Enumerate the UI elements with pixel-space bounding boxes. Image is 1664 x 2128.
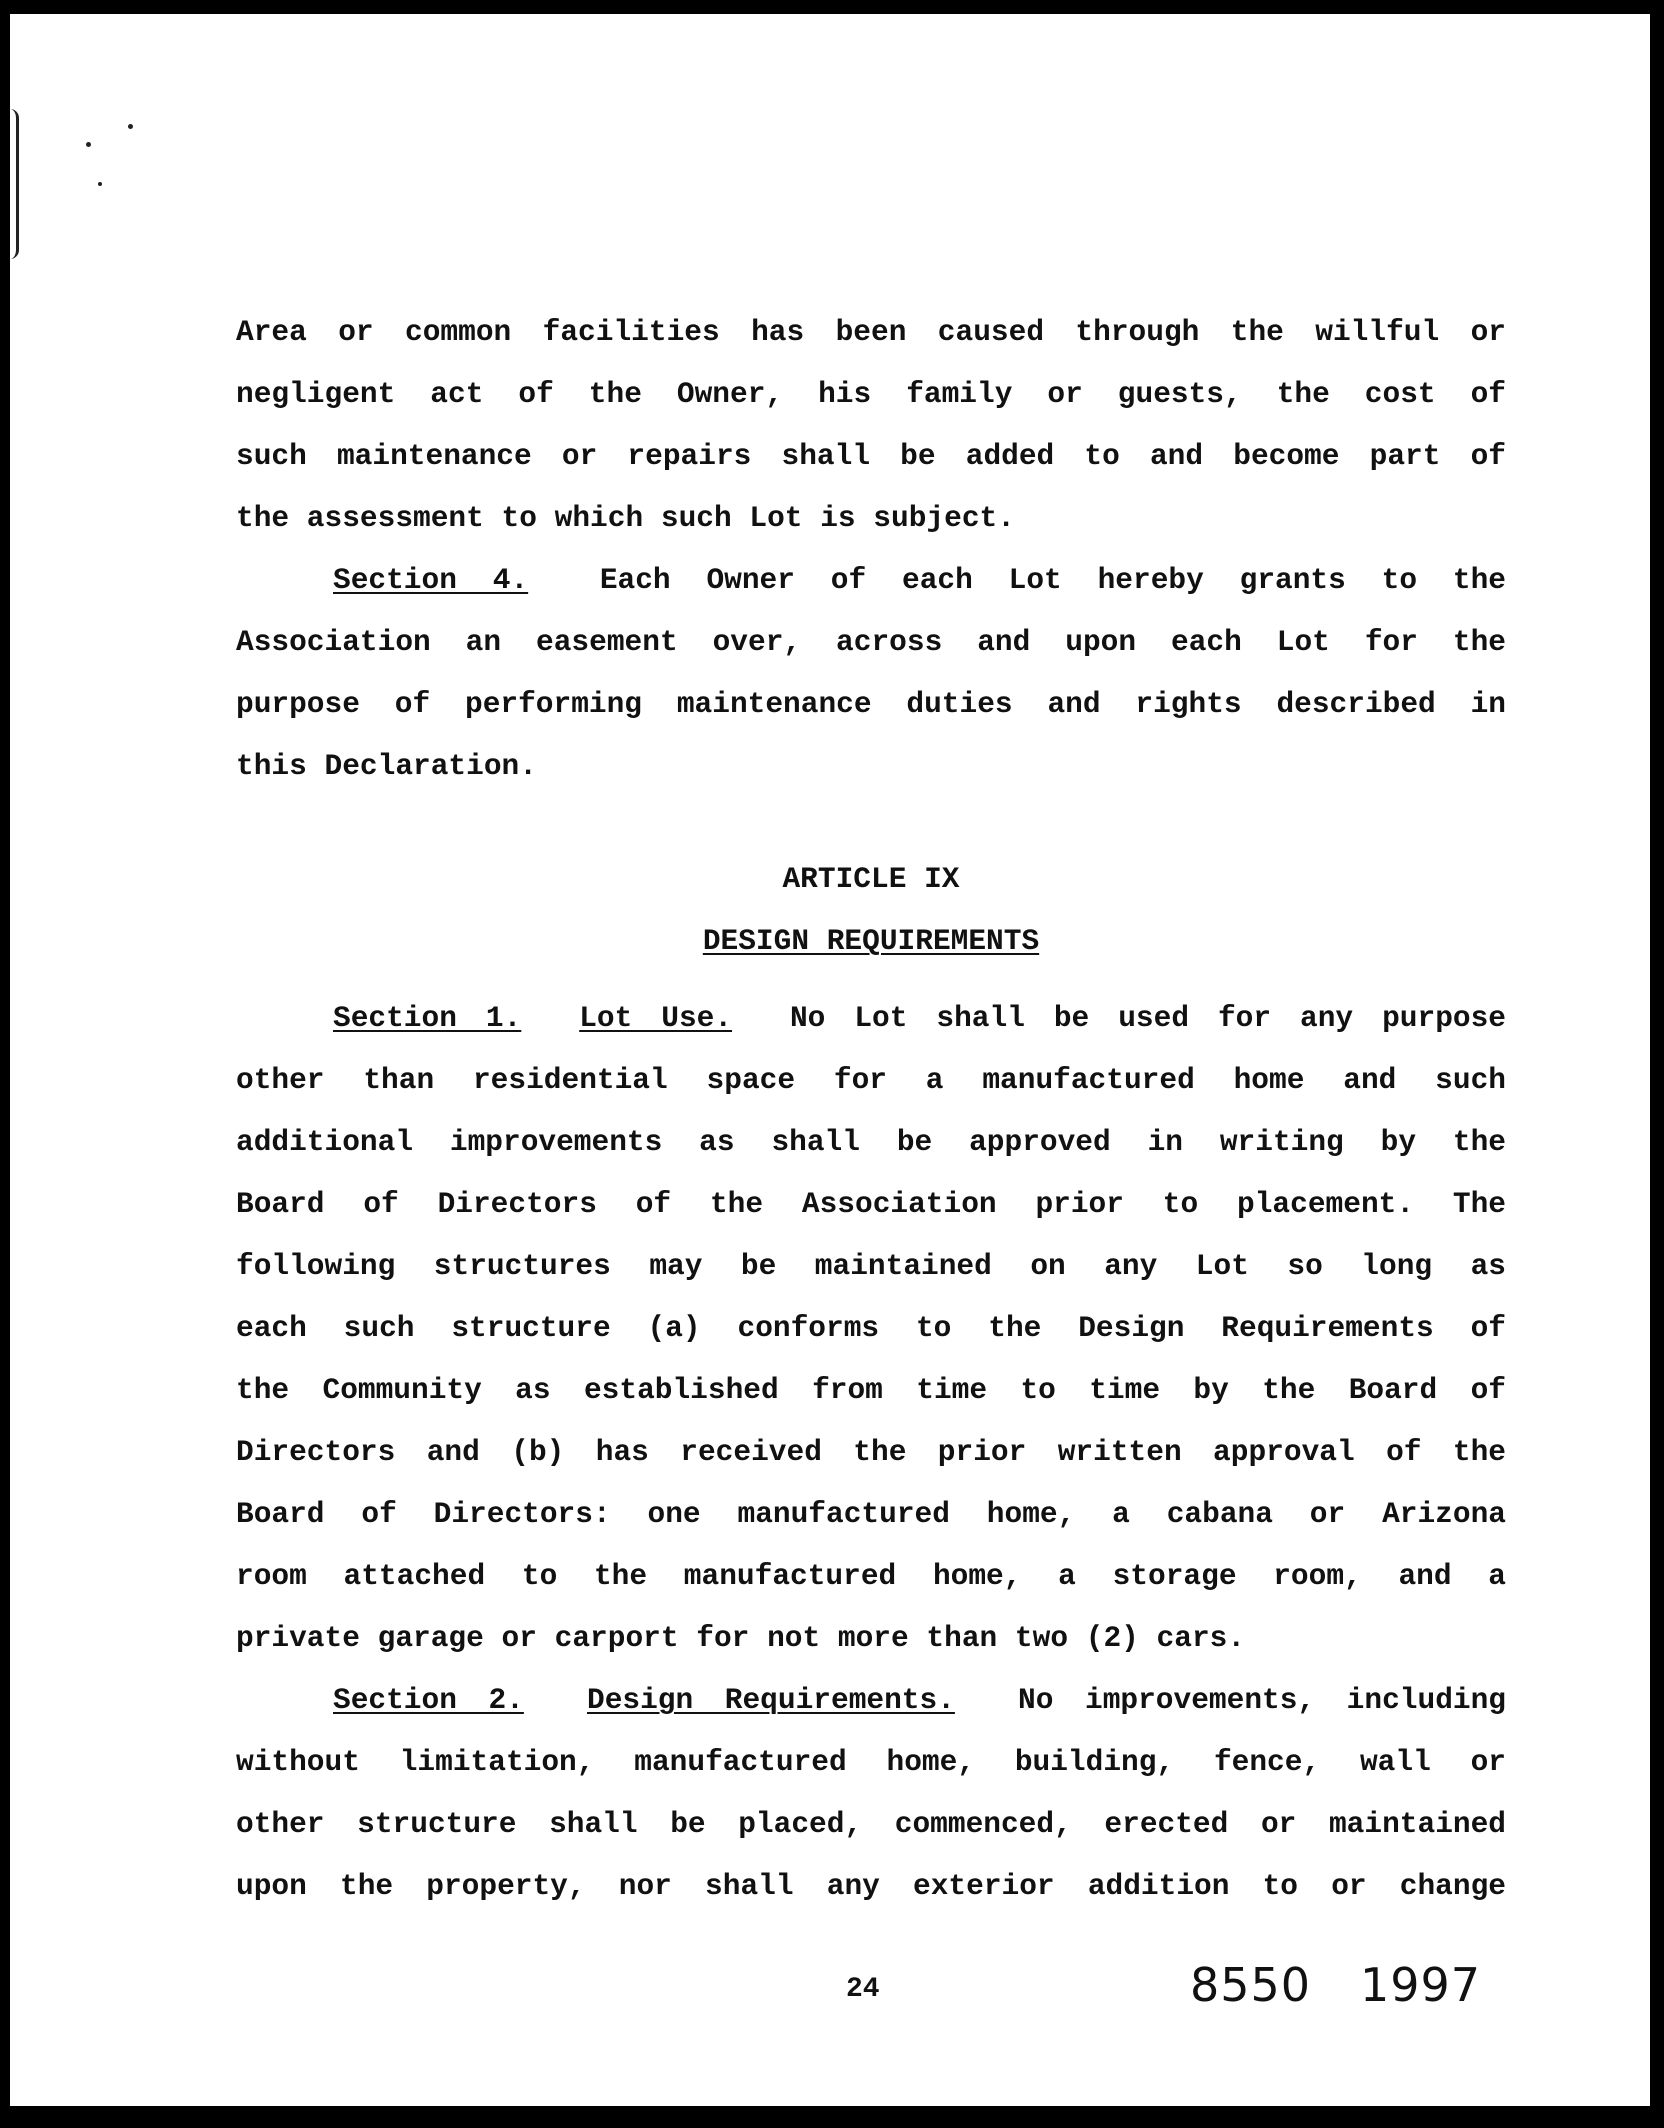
article-number: ARTICLE IX <box>782 862 960 896</box>
section-4-label: Section 4. <box>333 563 529 597</box>
text-line: Area or common facilities has been caused through the willful or <box>236 315 1506 349</box>
section-4-first-line <box>236 549 1506 611</box>
section-2-label: Section 2. <box>333 1683 524 1717</box>
scan-edge-mark <box>10 109 19 259</box>
section-1-label: Section 1. <box>333 1001 522 1035</box>
page-number: 24 <box>846 1974 880 2005</box>
section-2-text: No improvements, including <box>1018 1683 1507 1717</box>
text-line: other than residential space for a manufactured home and such <box>236 1063 1506 1097</box>
stamp-number-right: 1997 <box>1360 1958 1482 2012</box>
text-line: the Community as established from time to time by the Board of <box>236 1373 1506 1407</box>
article-title <box>236 924 1506 958</box>
section-1-heading: Lot Use. <box>579 1001 733 1035</box>
section-2-first-line <box>236 1669 1506 1731</box>
section-4-text: Each Owner of each Lot hereby grants to the <box>599 563 1507 597</box>
article-title-text: DESIGN REQUIREMENTS <box>702 924 1040 958</box>
text-line: room attached to the manufactured home, a storage room, and a <box>236 1559 1506 1593</box>
scan-speck <box>98 182 102 186</box>
text-line: Association an easement over, across and upon each Lot for the <box>236 625 1506 659</box>
text-line: negligent act of the Owner, his family or guests, the cost of <box>236 377 1506 411</box>
text-line: without limitation, manufactured home, building, fence, wall or <box>236 1745 1506 1779</box>
text-line: such maintenance or repairs shall be added to and become part of <box>236 439 1506 473</box>
text-line: Directors and (b) has received the prior written approval of the <box>236 1435 1506 1469</box>
stamp-number-left: 8550 <box>1190 1958 1312 2012</box>
text-line: Board of Directors of the Association prior to placement. The <box>236 1187 1506 1221</box>
text-line: each such structure (a) conforms to the Design Requirements of <box>236 1311 1506 1345</box>
text-line: this Declaration. <box>236 749 537 783</box>
section-1-text: No Lot shall be used for any purpose <box>789 1001 1507 1035</box>
scan-speck <box>128 124 133 129</box>
text-line: purpose of performing maintenance duties and rights described in <box>236 687 1506 721</box>
document-page <box>10 14 1650 2106</box>
text-line: private garage or carport for not more than two (2) cars. <box>236 1621 1246 1655</box>
scan-speck <box>86 142 91 147</box>
text-line: Board of Directors: one manufactured home, a cabana or Arizona <box>236 1497 1506 1531</box>
text-line: additional improvements as shall be approved in writing by the <box>236 1125 1506 1159</box>
text-line: following structures may be maintained on any Lot so long as <box>236 1249 1506 1283</box>
section-2-heading: Design Requirements. <box>587 1683 955 1717</box>
text-line: other structure shall be placed, commenced, erected or maintained <box>236 1807 1506 1841</box>
text-line: the assessment to which such Lot is subject. <box>236 501 1015 535</box>
paragraph-continuation <box>236 301 1506 797</box>
section-1-first-line <box>236 987 1506 1049</box>
text-line: upon the property, nor shall any exterior addition to or change <box>236 1869 1506 1903</box>
section-1-body <box>236 987 1506 1917</box>
